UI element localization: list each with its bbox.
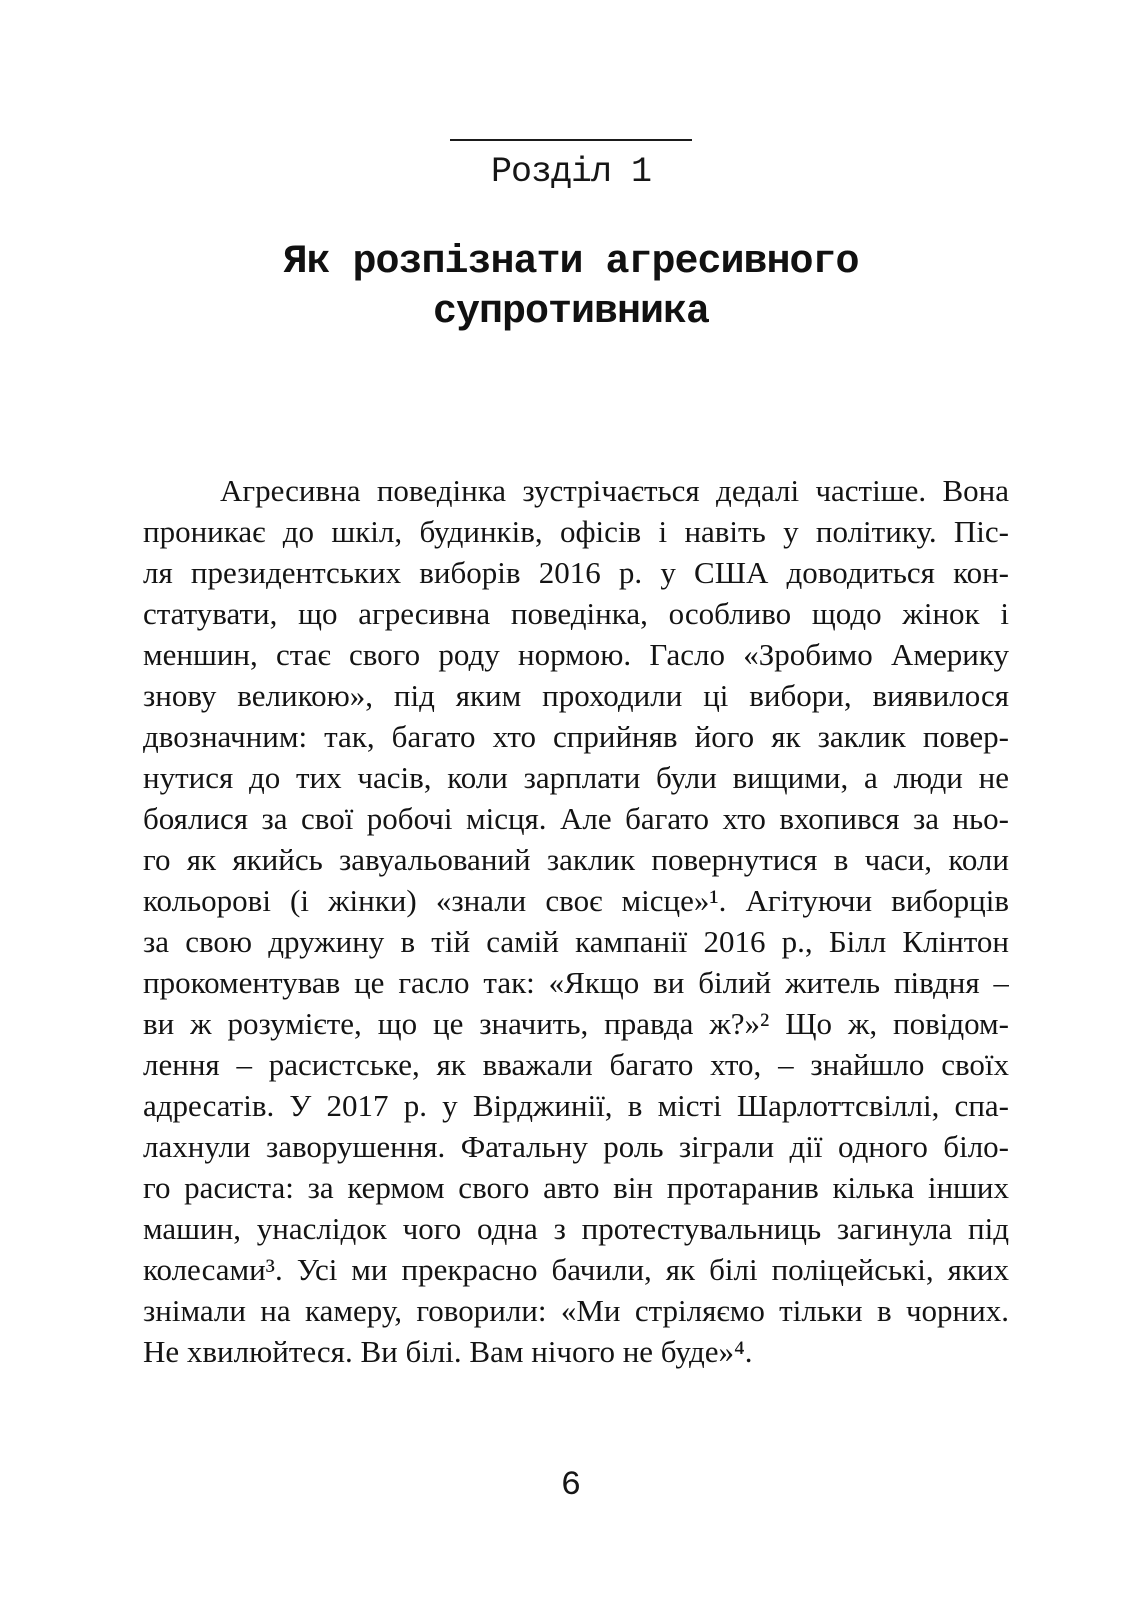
- body-text-line: нутися до тих часів, коли зарплати були вищими, а люди не: [143, 760, 1009, 795]
- chapter-title-line-1: Як розпізнати агресивного: [283, 240, 859, 285]
- body-text-line: Не хвилюйтеся. Ви білі. Вам нічого не буде»⁴.: [143, 1334, 753, 1369]
- body-text-paragraph: [143, 470, 1009, 1372]
- chapter-title: [0, 238, 1142, 338]
- body-text-line: ля президентських виборів 2016 р. у США доводиться кон-: [143, 555, 1009, 590]
- body-text-line: прокоментував це гасло так: «Якщо ви білий житель півдня –: [143, 965, 1009, 1000]
- chapter-divider-line: [450, 139, 692, 141]
- body-text-line: адресатів. У 2017 р. у Вірджинії, в місті Шарлоттсвіллі, спа-: [143, 1088, 1009, 1123]
- page-number: 6: [560, 1467, 582, 1505]
- body-text-line: за свою дружину в тій самій кампанії 2016 р., Білл Клінтон: [143, 924, 1009, 959]
- body-text-line: двозначним: так, багато хто сприйняв його як заклик повер-: [143, 719, 1009, 754]
- body-text-line: знову великою», під яким проходили ці вибори, виявилося: [143, 678, 1009, 713]
- body-text-line: лахнули заворушення. Фатальну роль зіграли дії одного біло-: [143, 1129, 1009, 1164]
- chapter-title-line-2: супротивника: [432, 290, 710, 335]
- body-text-line: го як якийсь завуальований заклик повернутися в часи, коли: [143, 842, 1009, 877]
- body-text-line: меншин, стає свого роду нормою. Гасло «Зробимо Америку: [143, 637, 1009, 672]
- body-text-line: колесами³. Усі ми прекрасно бачили, як білі поліцейські, яких: [143, 1252, 1009, 1287]
- body-text-line: машин, унаслідок чого одна з протестувальниць загинула під: [143, 1211, 1009, 1246]
- body-text-line: статувати, що агресивна поведінка, особливо щодо жінок і: [143, 596, 1009, 631]
- body-text-line: кольорові (і жінки) «знали своє місце»¹. Агітуючи виборців: [143, 883, 1009, 918]
- body-text-line: боялися за свої робочі місця. Але багато хто вхопився за ньо-: [143, 801, 1009, 836]
- body-text-line: Агресивна поведінка зустрічається дедалі частіше. Вона: [220, 473, 1009, 508]
- body-text-line: проникає до шкіл, будинків, офісів і навіть у політику. Піс-: [143, 514, 1009, 549]
- chapter-label: Розділ 1: [490, 152, 652, 192]
- body-text-line: ви ж розумієте, що це значить, правда ж?»² Що ж, повідом-: [143, 1006, 1009, 1041]
- body-text-line: знімали на камеру, говорили: «Ми стріляємо тільки в чорних.: [143, 1293, 1009, 1328]
- body-text-line: лення – расистське, як вважали багато хто, – знайшло своїх: [143, 1047, 1009, 1082]
- body-text-line: го расиста: за кермом свого авто він протаранив кілька інших: [143, 1170, 1009, 1205]
